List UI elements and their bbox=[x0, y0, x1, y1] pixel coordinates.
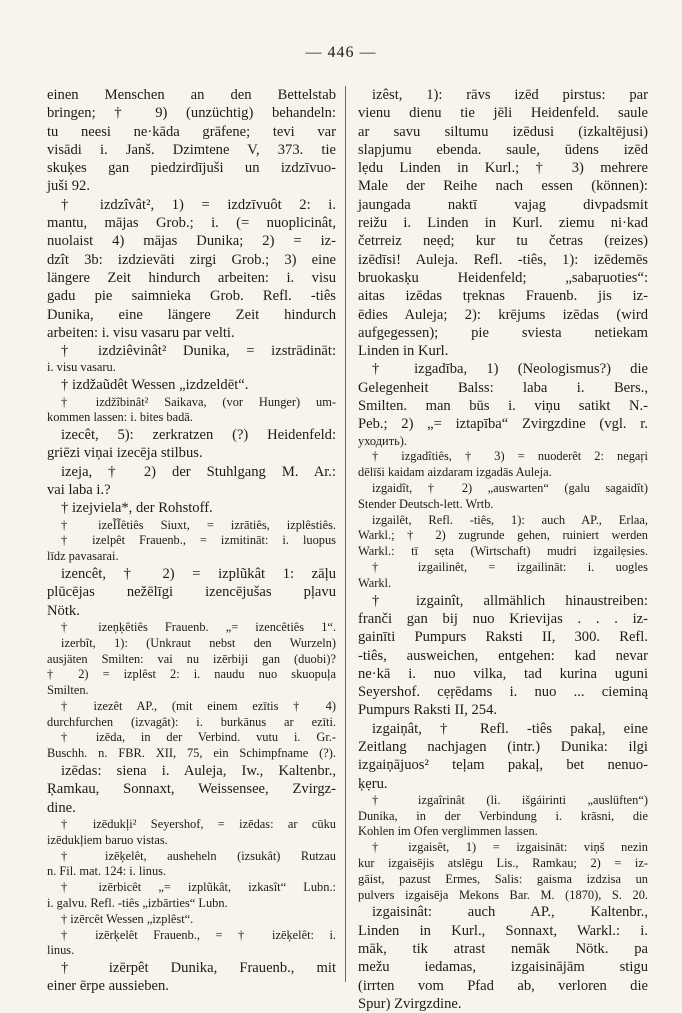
left-column bbox=[47, 86, 336, 995]
entry-text-line: vienu dienu tie jēli Heidenfeld. saule bbox=[358, 105, 648, 122]
entry-headline: † izdžîbinât² Saikava, (vor Hunger) um- bbox=[61, 394, 336, 409]
entry-text-line: jaungada naktī vajag divpadsmit bbox=[358, 196, 648, 213]
entry-text-line: māk, tik atrast nemāk Nötk. pa bbox=[358, 941, 648, 958]
entry-text-line: † 2) = izplêst 2: i. naudu nuo skuopuļa bbox=[47, 667, 336, 682]
entry-text-line: Stender Deutsch-lett. Wrtb. bbox=[358, 496, 494, 511]
entry-text-line: Buschh. n. FBR. XII, 75, ein Schimpfname (?). bbox=[47, 746, 336, 761]
entry-headline: † izdziêvinât² Dunika, = izstrādināt: bbox=[61, 343, 336, 360]
entry-headline: izēdas: siena i. Auleja, Iw., Kaltenbr., bbox=[61, 763, 336, 780]
entry-text-line: (irrten vom Pfad ab, verloren die bbox=[358, 977, 648, 994]
entry-text-line: reižu i. Linden in Kurl. ziemu ni·kad bbox=[358, 215, 648, 232]
entry-text-line: Nötk. bbox=[47, 602, 80, 619]
entry-text-line: Dunika, in der Verbindung i. krāsni, die bbox=[358, 808, 648, 823]
entry-headline: † izgadîtiês, † 3) = nuoderêt 2: negaŗi bbox=[372, 449, 648, 464]
entry-text-line: gainīti Pumpurs Raksti II, 300. Refl. bbox=[358, 629, 648, 646]
entry-text-line: vai laba i.? bbox=[47, 482, 111, 499]
entry-text-line: Dunika, eine längere Zeit hindurch bbox=[47, 306, 336, 323]
entry-text-line: Spur) Zvirgzdine. bbox=[358, 995, 462, 1012]
entry-text-line: visādi i. Janš. Dzimtene V, 373. tie bbox=[47, 141, 336, 158]
entry-headline: † izdzîvât², 1) = izdzīvuôt 2: i. bbox=[61, 196, 336, 213]
entry-text-line: bruokasķu Heidenfeld; „sabaŗuoties“: bbox=[358, 269, 648, 286]
entry-text-line: aufgegessen); pie sviesta netiekam bbox=[358, 324, 648, 341]
entry-text-line: četrreiz neẹd; kur tu četras (reizes) bbox=[358, 233, 648, 250]
entry-text-line: bringen; † 9) (unzüchtig) behandeln: bbox=[47, 105, 336, 122]
entry-headline: † izērpêt Dunika, Frauenb., mit bbox=[61, 960, 336, 977]
entry-text-line: skuķes gan piedzirdījuši un izdzīvuo- bbox=[47, 160, 336, 177]
entry-text-line: ķẹru. bbox=[358, 775, 388, 792]
entry-text-line: juši 92. bbox=[47, 178, 90, 195]
entry-text-line: n. Fil. mat. 124: i. linus. bbox=[47, 864, 167, 879]
entry-text-line: Linden in Kurl. bbox=[358, 343, 449, 360]
entry-headline: † izezêt AP., (mit einem ezītis † 4) bbox=[61, 698, 336, 713]
entry-headline: † izēda, in der Verbind. vutu i. Gr.- bbox=[61, 730, 336, 745]
entry-text-line: Smilten. man būs i. viņu satikt N.- bbox=[358, 398, 648, 415]
entry-headline: † izēdukļi² Seyershof, = izēdas: ar cūku bbox=[61, 816, 336, 831]
entry-headline: izerbît, 1): (Unkraut nebst den Wurzeln) bbox=[61, 635, 336, 650]
entry-text-line: lẹdu Linden in Kurl.; † 3) mehrere bbox=[358, 160, 648, 177]
entry-text-line: izēdīsi! Auleja. Refl. -tiês, 1): izēdemēs bbox=[358, 251, 648, 268]
entry-text-line: Male der Reihe nach essen (können): bbox=[358, 178, 648, 195]
entry-headline: izeja, † 2) der Stuhlgang M. Ar.: bbox=[61, 463, 336, 480]
entry-headline: † izērcêt Wessen „izplêst“. bbox=[61, 911, 194, 926]
entry-text-line: gadu pie saimnieka Grob. Refl. -tiês bbox=[47, 288, 336, 305]
entry-text-line: līdz pavasarai. bbox=[47, 549, 119, 564]
entry-text-line: Kohlen im Ofen verglimmen lassen. bbox=[358, 824, 538, 839]
entry-text-line: Smilten. bbox=[47, 683, 89, 698]
entry-text-line: ar savu siltumu izēdusi (izkaltējusi) bbox=[358, 123, 648, 140]
entry-headline: † izgaisêt, 1) = izgaisināt: viņš nezin bbox=[372, 840, 648, 855]
entry-text-line: griēzi viņai izecēja stilbus. bbox=[47, 445, 203, 462]
entry-headline: † izeĨĨêtiês Siuxt, = izrātiês, izplêstiês. bbox=[61, 517, 336, 532]
entry-text-line: dzît 3b: izdzievāti zirgi Grob.; 3) eine bbox=[47, 251, 336, 268]
entry-headline: † izērbicêt „= izplũkât, izkasît“ Lubn.: bbox=[61, 880, 336, 895]
entry-text-line: nuolaist 4) mājas Dunika; 2) = iz- bbox=[47, 233, 336, 250]
entry-text-line: einer ērpe aussieben. bbox=[47, 978, 169, 995]
entry-text-line: einen Menschen an den Bettelstab bbox=[47, 87, 336, 103]
entry-headline: † izejviela*, der Rohstoff. bbox=[61, 500, 213, 517]
entry-headline: izgailêt, Refl. -tiês, 1): auch AP., Erlaa, bbox=[372, 512, 648, 527]
entry-headline: † izgaîrinât (li. išgáirinti „auslüften“) bbox=[372, 792, 648, 807]
entry-text-line: Pumpurs Raksti II, 254. bbox=[358, 702, 498, 719]
entry-text-line: Seyershof. cẹŗēdams i. nuo ... cieminą bbox=[358, 684, 648, 701]
entry-text-line: Zeitlang nachjagen (intr.) Dunika: ilgi bbox=[358, 738, 648, 755]
entry-headline: izgaisinât: auch AP., Kaltenbr., bbox=[372, 904, 648, 921]
entry-text-line: ne·kā i. nuo vilka, tad kurina uguni bbox=[358, 665, 648, 682]
entry-text-line: -tiês, ausweichen, entgehen: kad nevar bbox=[358, 647, 648, 664]
entry-text-line: mantu, mājas Grob.; i. (= nuoplicinât, bbox=[47, 215, 336, 232]
entry-text-line: durchfurchen (izvagât): i. burkānus ar ezīti. bbox=[47, 714, 336, 729]
entry-headline: izecêt, 5): zerkratzen (?) Heidenfeld: bbox=[61, 427, 336, 444]
entry-headline: izgaidît, † 2) „auswarten“ (galu sagaidît) bbox=[372, 481, 648, 496]
entry-text-line: i. galvu. Refl. -tiês „izbārties“ Lubn. bbox=[47, 895, 228, 910]
entry-text-line: dine. bbox=[47, 799, 76, 816]
entry-text-line: tu neesi ne·kāda grāfene; tevi var bbox=[47, 123, 336, 140]
entry-headline: † izelpêt Frauenb., = izmitināt: i. luopus bbox=[61, 533, 336, 548]
entry-text-line: kommen lassen: i. bites badā. bbox=[47, 410, 193, 425]
entry-headline: † izdžaũdêt Wessen „izdzeldēt“. bbox=[61, 377, 249, 394]
right-column bbox=[358, 86, 648, 1012]
entry-headline: † izgainît, allmählich hinaustreiben: bbox=[372, 592, 648, 609]
entry-headline: † izgailinêt, = izgailināt: i. uogles bbox=[372, 560, 648, 575]
entry-text-line: Warkl.: tī sẹta (Wirtschaft) mudri izgailẹsies. bbox=[358, 544, 648, 559]
entry-text-line: slapjumu ebenda. saule, ūdens izēd bbox=[358, 141, 648, 158]
entry-headline: izgaiņât, † Refl. -tiês pakaļ, eine bbox=[372, 720, 648, 737]
entry-text-line: i. visu vasaru. bbox=[47, 360, 116, 375]
entry-headline: † izgadība, 1) (Neologismus?) die bbox=[372, 361, 648, 378]
entry-text-line: franči gan bij nuo Krievijas . . . iz- bbox=[358, 610, 648, 627]
entry-text-line: plūcējas nežēlīgi izencējušas pļavu bbox=[47, 584, 336, 601]
column-divider bbox=[345, 86, 346, 982]
entry-headline: † izēķelêt, ausheheln (izsukât) Rutzau bbox=[61, 848, 336, 863]
entry-text-line: Ŗamkau, Sonnaxt, Weissensee, Zvirgz- bbox=[47, 781, 336, 798]
page-number: — 446 — bbox=[305, 44, 377, 61]
entry-headline: izencêt, † 2) = izplũkât 1: zāļu bbox=[61, 566, 336, 583]
entry-text-line: arbeiten: i. visu vasaru par velti. bbox=[47, 324, 235, 341]
entry-text-line: Gelegenheit Balss: laba i. Bers., bbox=[358, 379, 648, 396]
entry-text-line: Linden in Kurl., Sonnaxt, Warkl.: i. bbox=[358, 922, 648, 939]
entry-text-line: aitas izēdas tŗeknas Frauenb. jis iz- bbox=[358, 288, 648, 305]
entry-text-line: ausjäten Smilten: vai nu izērbiji gan (duobi)? bbox=[47, 651, 336, 666]
entry-text-line: mežu iedamas, izgaisinājām stigu bbox=[358, 959, 648, 976]
entry-text-line: ēdies Auleja; 2): krējums izēdas (wird bbox=[358, 306, 648, 323]
entry-text-line: уходить). bbox=[358, 433, 407, 448]
entry-text-line: gāist, pazust Ermes, Salis: gaisma izdzisa un bbox=[358, 871, 648, 886]
entry-text-line: Peb.; 2) „= iztapība“ Zvirgzdine (vgl. r. bbox=[358, 416, 648, 433]
entry-text-line: izgaiņājuos² teļam pakaļ, bet nenuo- bbox=[358, 757, 648, 774]
entry-headline: izêst, 1): rāvs izēd pirstus: par bbox=[372, 87, 648, 103]
entry-text-line: Warkl. bbox=[358, 575, 392, 590]
entry-text-line: dēlīši kaidam aizdaram izgadās Auleja. bbox=[358, 465, 552, 480]
entry-headline: † izērķelêt Frauenb., = † izēķelêt: i. bbox=[61, 927, 336, 942]
entry-text-line: pulvers izgaisēja Mekons Bar. M. (1870), S. 20. bbox=[358, 887, 648, 902]
entry-text-line: izēdukļiem baruo vistas. bbox=[47, 832, 168, 847]
entry-headline: † izeņķêtiês Frauenb. „= izencêtiês 1“. bbox=[61, 619, 336, 634]
entry-text-line: linus. bbox=[47, 943, 75, 958]
entry-text-line: Warkl.; † 2) zugrunde gehen, ruiniert werden bbox=[358, 528, 648, 543]
entry-text-line: längere Zeit hindurch arbeiten: i. visu bbox=[47, 269, 336, 286]
entry-text-line: kur izgaisējis atslēgu Lis., Ramkau; 2) = iz- bbox=[358, 856, 648, 871]
